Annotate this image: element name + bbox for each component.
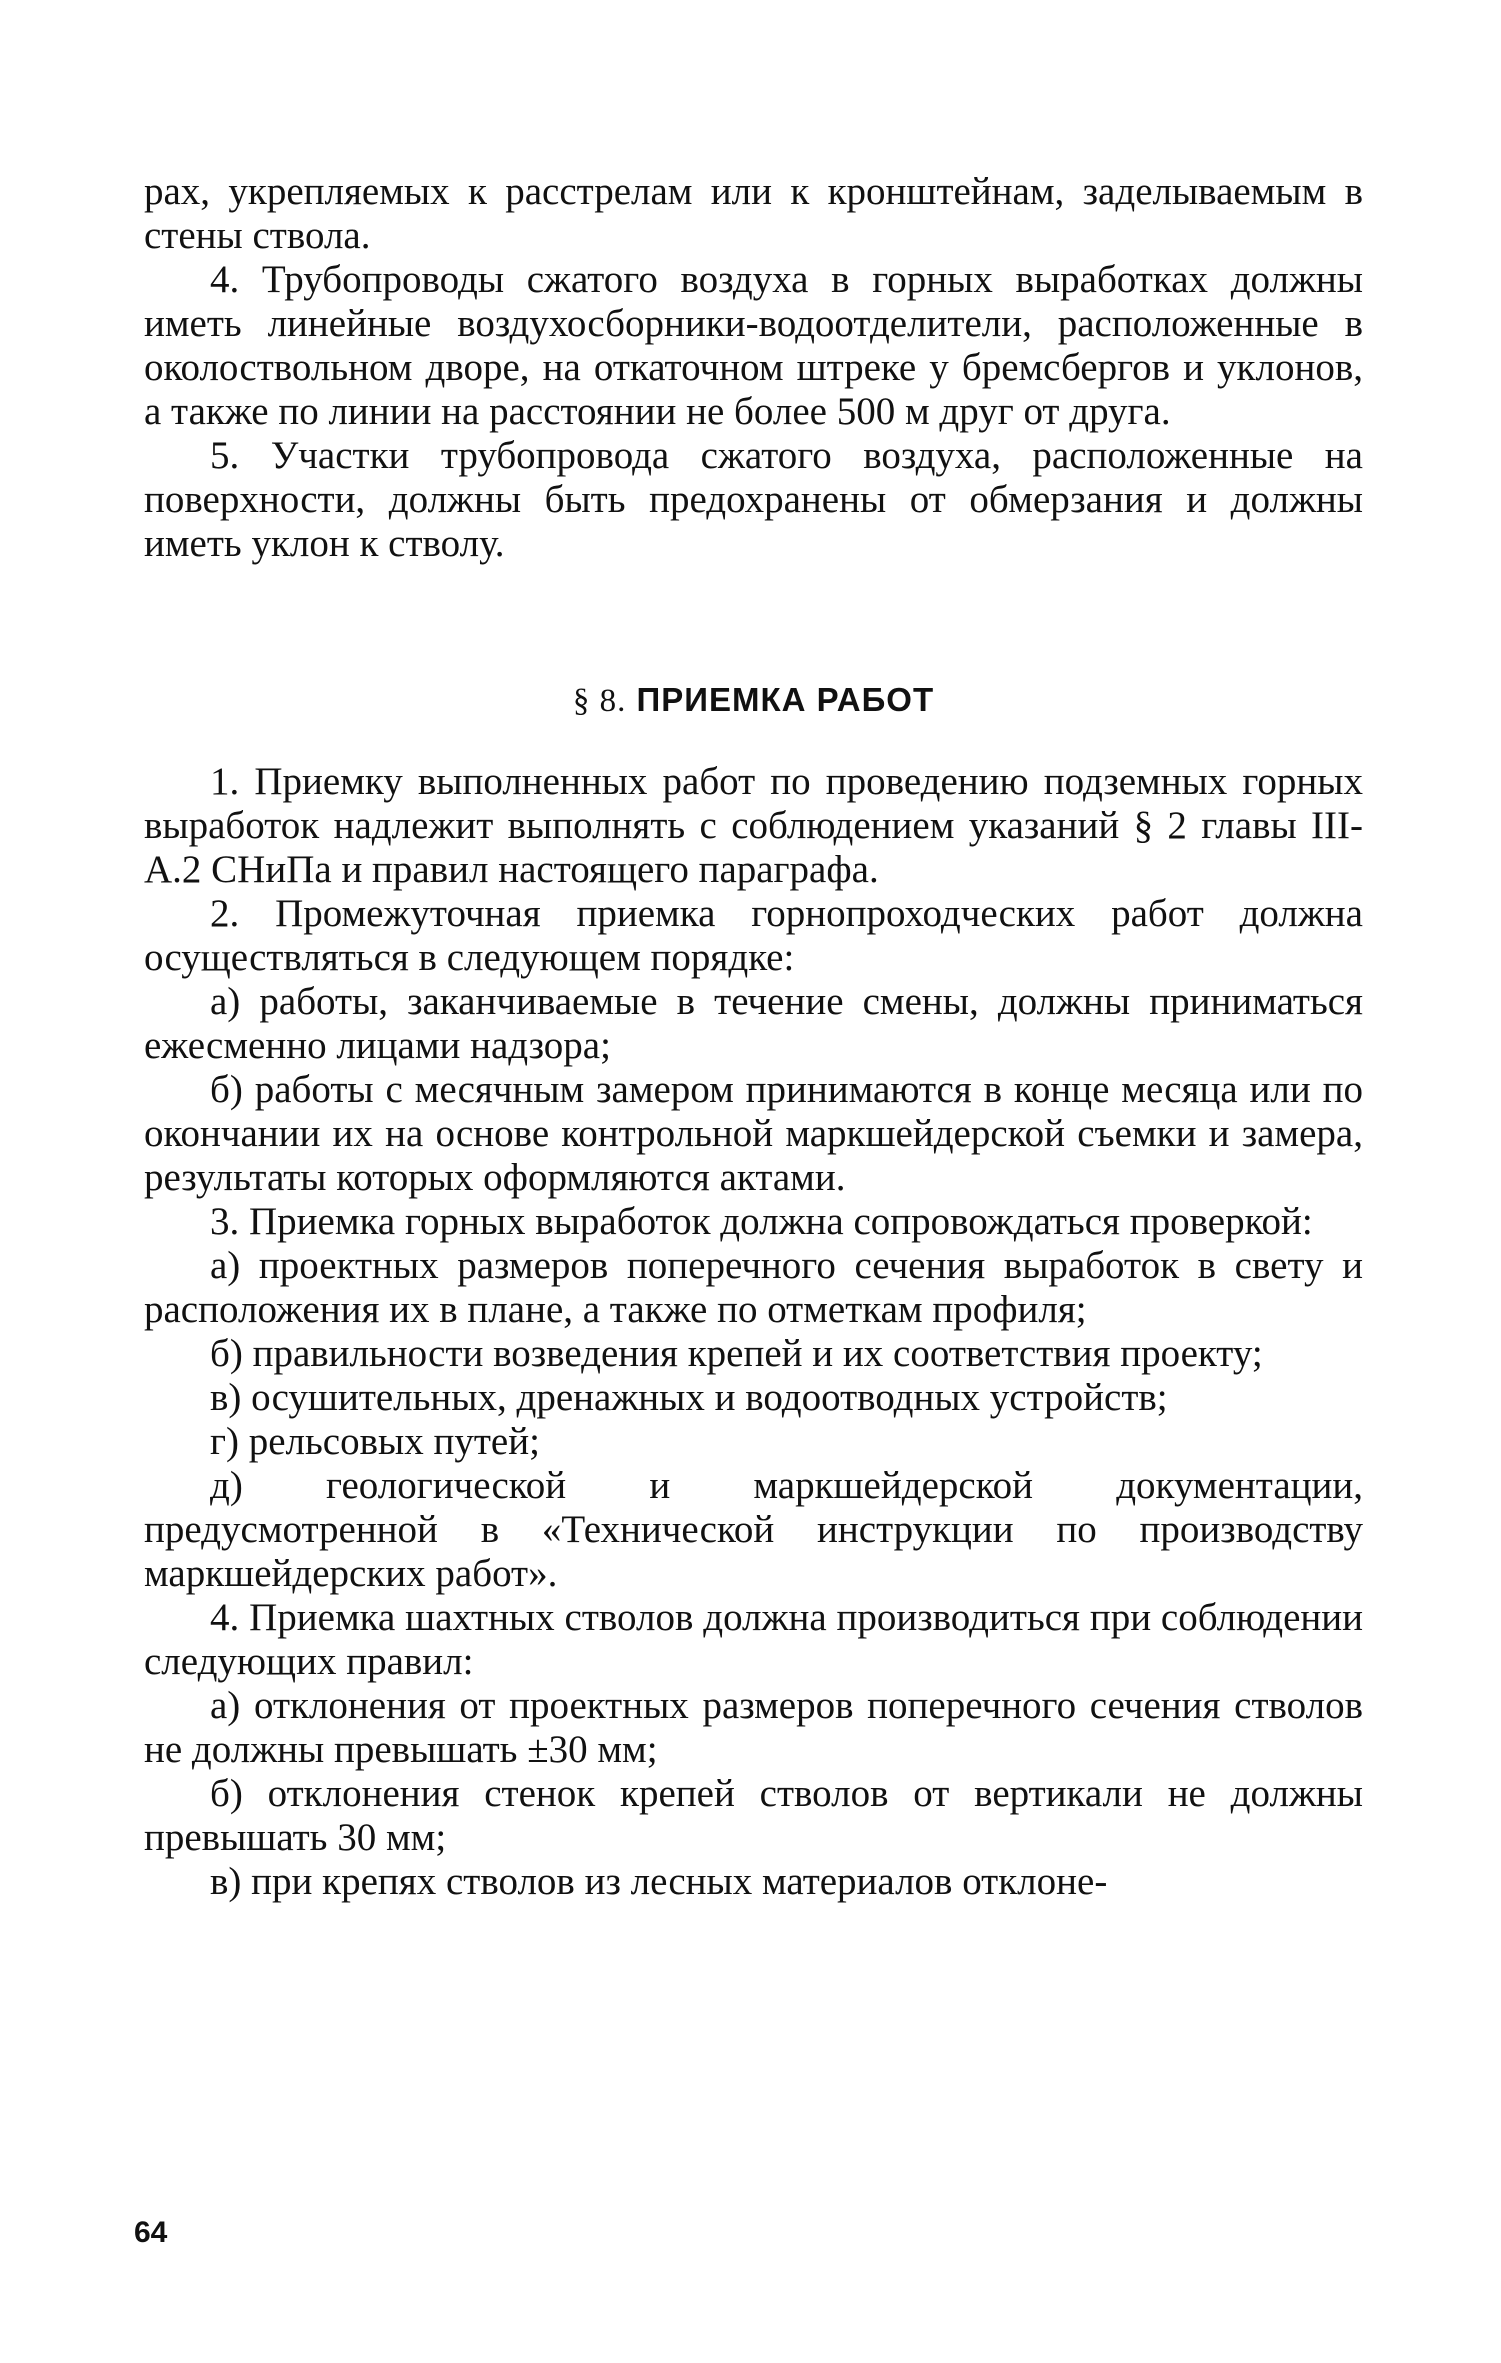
section-paragraph-3v: в) осушительных, дренажных и водоотводных устройств; [210,1376,1168,1419]
section-paragraph-3d: д) геологической и маркшейдерской документации, предусмотренной в «Технической инструкции по производству маркшейдерских работ». [144,1464,1363,1595]
section-paragraph-3b: б) правильности возведения крепей и их соответствия проекту; [210,1332,1263,1375]
section-paragraph-1: 1. Приемку выполненных работ по проведению подземных горных выработок надлежит выполнять с соблюдением указаний § 2 главы III-А.2 СНиПа и правил настоящего параграфа. [144,760,1363,891]
paragraph-item-5: 5. Участки трубопровода сжатого воздуха, расположенные на поверхности, должны быть предохранены от обмерзания и должны иметь уклон к стволу. [144,434,1363,565]
top-text-block [144,170,1363,566]
section-sign: § 8. [572,683,627,719]
section-paragraph-3: 3. Приемка горных выработок должна сопровождаться проверкой: [210,1200,1313,1243]
section-heading [144,680,1363,721]
page-number: 64 [134,2216,168,2249]
section-paragraph-2a: а) работы, заканчиваемые в течение смены, должны приниматься ежесменно лицами надзора; [144,980,1363,1067]
paragraph-item-4: 4. Трубопроводы сжатого воздуха в горных выработках должны иметь линейные воздухосборники-водоотделители, расположенные в околоствольном дворе, на откаточном штреке у бремсбергов и уклонов, а также по линии на расстоянии не более 500 м друг от друга. [144,258,1363,433]
section-paragraph-4: 4. Приемка шахтных стволов должна производиться при соблюдении следующих правил: [144,1596,1363,1683]
section-paragraph-3a: а) проектных размеров поперечного сечения выработок в свету и расположения их в плане, а также по отметкам профиля; [144,1244,1363,1331]
paragraph-continuation: рах, укрепляемых к расстрелам или к кронштейнам, заделываемым в стены ствола. [144,170,1363,257]
section-paragraph-2: 2. Промежуточная приемка горнопроходческих работ должна осуществляться в следующем порядке: [144,892,1363,979]
section-paragraph-2b: б) работы с месячным замером принимаются в конце месяца или по окончании их на основе контрольной маркшейдерской съемки и замера, результаты которых оформляются актами. [144,1068,1363,1199]
section-paragraph-4a: а) отклонения от проектных размеров поперечного сечения стволов не должны превышать ±30 мм; [144,1684,1363,1771]
section-title: ПРИЕМКА РАБОТ [636,681,935,718]
section-paragraph-4v: в) при крепях стволов из лесных материалов отклоне- [210,1860,1108,1903]
section-paragraph-4b: б) отклонения стенок крепей стволов от вертикали не должны превышать 30 мм; [144,1772,1363,1859]
section-paragraph-3g: г) рельсовых путей; [210,1420,540,1463]
section-text-block [144,760,1363,1904]
